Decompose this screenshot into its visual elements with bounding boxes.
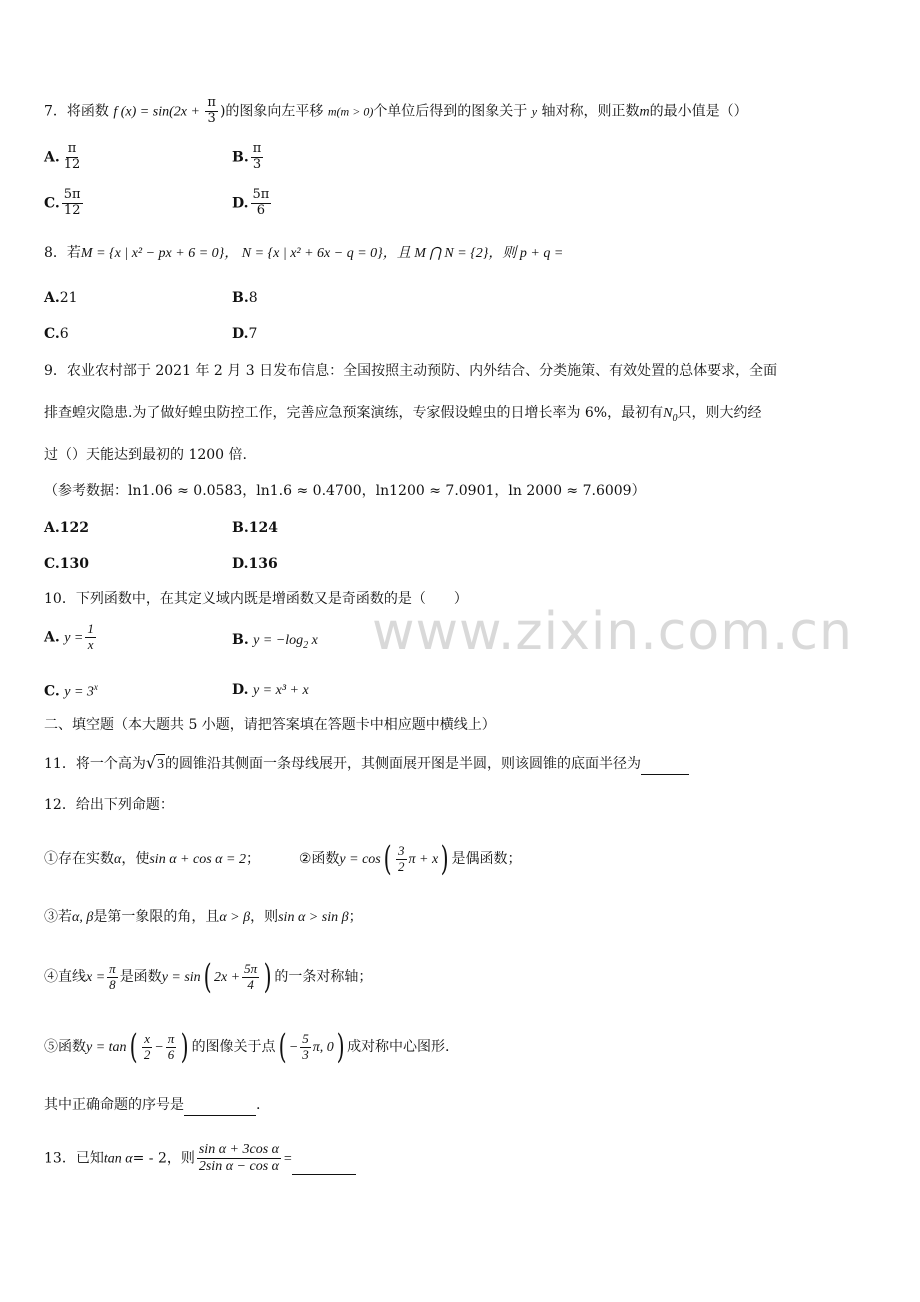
- q13-stem: [44, 1142, 356, 1175]
- option-label: A.: [44, 629, 60, 646]
- frac-den: 3: [207, 110, 216, 126]
- option-label: A.: [44, 520, 60, 536]
- prop1-text-b: ，使: [121, 851, 150, 867]
- q8-text: 若: [66, 245, 81, 261]
- prop4-fraction: [107, 962, 118, 993]
- q7-m2: m: [639, 104, 650, 120]
- option-label: C.: [44, 195, 60, 212]
- prop5-neg: −: [288, 1040, 299, 1055]
- prop5-text: ⑤函数: [44, 1039, 86, 1055]
- prop2-text: ②函数: [298, 851, 340, 867]
- watermark: www.zixin.com.cn: [372, 602, 853, 662]
- q11-text-2: 的圆锥沿其侧面一条母线展开，其侧面展开图是半圆，则该圆锥的底面半径为: [165, 756, 642, 772]
- q9-text-1: 农业农村部于 2021 年 2 月 3 日发布信息：全国按照主动预防、内外结合、分类施策、有效处置的总体要求，全面: [66, 363, 778, 379]
- q12-answer-line: 其中正确命题的序号是 .: [44, 1096, 260, 1116]
- option-fraction: [62, 188, 83, 219]
- option-fraction: [251, 142, 264, 173]
- paren-right: ): [440, 839, 449, 879]
- frac-num: sin α + 3cos α: [197, 1142, 281, 1159]
- q10-option-c[interactable]: [44, 682, 98, 701]
- question-number: 9．: [44, 363, 67, 379]
- q9-reference: [44, 482, 646, 502]
- q13-equals: =: [283, 1151, 293, 1167]
- frac-num: π: [167, 1030, 175, 1046]
- option-value: 6: [59, 326, 69, 342]
- option-label: D.: [232, 556, 249, 572]
- q12-answer-text: 其中正确命题的序号是: [44, 1097, 184, 1113]
- prop2-expr-b: π + x: [408, 852, 439, 867]
- q10-stem: [44, 590, 468, 610]
- q7-function: f (x) = sin(2x +: [113, 104, 204, 120]
- option-label: C.: [44, 683, 60, 700]
- prop3-vars: α, β: [72, 910, 94, 925]
- prop3-text: ③若: [44, 909, 72, 925]
- q8-stem: [44, 244, 563, 264]
- option-label: B.: [232, 290, 249, 306]
- option-label: C.: [44, 556, 60, 572]
- question-number: 7．: [44, 103, 67, 120]
- option-text: y = x³ + x: [252, 683, 309, 698]
- prop3-text-c: ，则: [250, 909, 279, 925]
- section-title: 二、填空题（本大题共 5 小题，请把答案填在答题卡中相应题中横线上）: [44, 717, 496, 733]
- prop1-end: ；: [245, 851, 260, 867]
- q8-option-b[interactable]: [232, 290, 258, 306]
- frac-den: 12: [63, 202, 81, 218]
- option-value: 21: [59, 290, 78, 306]
- option-label: B.: [232, 149, 249, 166]
- option-value: 130: [59, 556, 90, 572]
- answer-blank[interactable]: [184, 1101, 256, 1116]
- prop3-end: ；: [348, 909, 363, 925]
- q9-reference-text: （参考数据：ln1.06 ≈ 0.0583，ln1.6 ≈ 0.4700，ln1200 ≈ 7.0901，ln 2000 ≈ 7.6009）: [44, 483, 646, 499]
- frac-den: 3: [252, 156, 262, 172]
- prop5-end: 成对称中心图形.: [347, 1039, 450, 1055]
- prop4-func: y = sin: [161, 970, 201, 985]
- q11-stem: [44, 752, 689, 775]
- prop5-func: y = tan: [86, 1040, 127, 1055]
- q9-text-2b: 只，则大约经: [677, 405, 762, 421]
- q10-option-d[interactable]: [232, 682, 309, 699]
- prop2-fraction: [396, 844, 407, 875]
- frac-den: 2sin α − cos α: [198, 1159, 280, 1175]
- q7-option-d[interactable]: [232, 188, 273, 219]
- frac-num: 3: [398, 842, 405, 858]
- frac-num: 5π: [63, 187, 81, 202]
- q7-y: y: [531, 104, 538, 119]
- q7-m: m(m > 0): [327, 104, 374, 119]
- option-value: 8: [248, 290, 258, 306]
- q9-line-3: [44, 446, 247, 466]
- option-fraction: [251, 188, 272, 219]
- q11-text-1: 11．将一个高为: [44, 756, 146, 772]
- q7-text-2: )的图象向左平移: [219, 103, 324, 120]
- prop4-end: 的一条对称轴；: [274, 969, 373, 985]
- q10-option-a[interactable]: [44, 622, 98, 653]
- q9-text-2a: 排查蝗灾隐患.为了做好蝗虫防控工作，完善应急预案演练，专家假设蝗虫的日增长率为 6%，最初有: [44, 405, 664, 421]
- option-label: B.: [232, 520, 249, 536]
- paren-left: (: [278, 1027, 287, 1067]
- q13-fraction: [197, 1142, 281, 1175]
- frac-den: 6: [256, 202, 266, 218]
- option-x: x: [308, 633, 318, 648]
- prop4-x: x =: [86, 970, 106, 985]
- option-fraction: [62, 142, 83, 173]
- option-label: D.: [232, 682, 249, 698]
- option-value: 124: [248, 520, 278, 536]
- q8-option-a[interactable]: [44, 290, 78, 306]
- option-label: B.: [232, 632, 249, 648]
- section-heading: [44, 716, 496, 736]
- frac-num: 5π: [244, 960, 258, 976]
- frac-den: x: [87, 636, 94, 652]
- paren-left: (: [383, 839, 392, 879]
- frac-den: 6: [167, 1046, 175, 1062]
- paren-right: ): [336, 1027, 345, 1067]
- frac-num: π: [252, 141, 262, 156]
- paren-left: (: [203, 957, 212, 997]
- frac-den: 12: [63, 156, 81, 172]
- paren-left: (: [129, 1027, 138, 1067]
- option-text: y =: [64, 630, 84, 646]
- q7-text-1: 将函数: [66, 103, 109, 120]
- q7-option-b[interactable]: [232, 142, 265, 173]
- q7-text-5: 的最小值是（）: [649, 103, 748, 120]
- question-number: 8．: [44, 245, 67, 261]
- option-sub: 2: [303, 639, 309, 651]
- q13-text-1: 13．已知: [44, 1150, 104, 1167]
- q8-expression: M = {x | x² − px + 6 = 0}， N = {x | x² + 6x − q = 0}，且 M ⋂ N = {2}，则 p + q =: [80, 246, 564, 261]
- prop4-fraction-2: [242, 962, 259, 993]
- frac-den: 2: [398, 858, 405, 874]
- q12-intro: [44, 796, 174, 816]
- answer-blank[interactable]: [292, 1160, 356, 1175]
- option-label: C.: [44, 326, 60, 342]
- q10-option-b[interactable]: [232, 632, 318, 651]
- option-value: 7: [248, 326, 258, 342]
- frac-den: 8: [109, 976, 116, 992]
- answer-blank[interactable]: [641, 760, 689, 775]
- q8-option-d[interactable]: [232, 326, 257, 342]
- frac-den: 4: [247, 976, 254, 992]
- q7-option-a[interactable]: [44, 142, 84, 173]
- q9-line-1: [44, 362, 777, 382]
- prop1-alpha: α: [114, 852, 122, 867]
- prop1-expr: sin α + cos α = 2: [149, 852, 246, 867]
- q7-text-3: 个单位后得到的图象关于: [373, 103, 528, 120]
- q9-option-b[interactable]: [232, 520, 278, 536]
- q13-tan: tan α: [103, 1151, 133, 1167]
- option-value: 122: [59, 520, 89, 536]
- q12-prop-4: [44, 957, 373, 997]
- frac-num: x: [144, 1030, 150, 1046]
- option-label: A.: [44, 149, 60, 166]
- frac-num: π: [109, 960, 116, 976]
- q9-text-3: 过（）天能达到最初的 1200 倍.: [44, 447, 247, 463]
- q8-option-c[interactable]: [44, 326, 69, 342]
- frac-num: π: [207, 95, 216, 110]
- q9-n0-sub: 0: [672, 412, 678, 424]
- q7-option-c[interactable]: [44, 188, 85, 219]
- q9-option-c[interactable]: [44, 556, 89, 572]
- q12-prop-5: [44, 1027, 450, 1067]
- q12-prop-1-2: [44, 839, 522, 879]
- q7-text-4: 轴对称，则正数: [541, 103, 640, 120]
- prop4-text: ④直线: [44, 969, 86, 985]
- prop5-fraction-3: [300, 1032, 311, 1063]
- option-label: A.: [44, 290, 60, 306]
- prop5-text-b: 的图像关于点: [191, 1039, 276, 1055]
- q13-text-2: = - 2，则: [132, 1150, 195, 1167]
- option-sup: x: [93, 682, 98, 692]
- option-label: D.: [232, 326, 249, 342]
- option-fraction: [85, 622, 96, 653]
- frac-den: 2: [143, 1046, 151, 1062]
- prop1-text: ①存在实数: [44, 851, 114, 867]
- paren-right: ): [180, 1027, 189, 1067]
- prop2-end: 是偶函数；: [451, 851, 522, 867]
- prop5-point: π, 0: [312, 1040, 334, 1055]
- prop4-text-b: 是函数: [119, 969, 162, 985]
- q9-option-d[interactable]: [232, 556, 278, 572]
- q12-prop-3: [44, 908, 363, 928]
- option-value: 136: [248, 556, 278, 572]
- prop3-expr: sin α > sin β: [278, 910, 349, 925]
- frac-num: 1: [87, 621, 94, 636]
- q9-line-2: [44, 404, 761, 426]
- frac-den: 3: [302, 1046, 309, 1062]
- option-label: D.: [232, 195, 249, 212]
- frac-num: 5π: [252, 187, 270, 202]
- prop5-fraction-1: [142, 1032, 153, 1063]
- prop3-cond: α > β: [219, 910, 251, 925]
- prop5-fraction-2: [166, 1032, 177, 1063]
- q10-text: 10．下列函数中，在其定义域内既是增函数又是奇函数的是（ ）: [44, 591, 468, 607]
- q7-fraction: [205, 96, 218, 127]
- frac-num: π: [67, 141, 77, 156]
- prop3-text-b: 是第一象限的角，且: [93, 909, 220, 925]
- prop2-expr: y = cos: [339, 852, 381, 867]
- q9-option-a[interactable]: [44, 520, 89, 536]
- q7-stem: [44, 96, 748, 127]
- q9-n0: N: [663, 406, 673, 421]
- q11-root: 3: [156, 754, 165, 775]
- paren-right: ): [263, 957, 272, 997]
- sqrt-icon: √: [145, 753, 157, 772]
- prop5-minus: −: [154, 1040, 164, 1055]
- option-text: y = −log: [253, 633, 304, 648]
- option-text: y = 3: [64, 684, 94, 700]
- prop4-arg: 2x +: [213, 970, 241, 985]
- q12-intro-text: 12．给出下列命题：: [44, 797, 174, 813]
- frac-num: 5: [302, 1030, 309, 1046]
